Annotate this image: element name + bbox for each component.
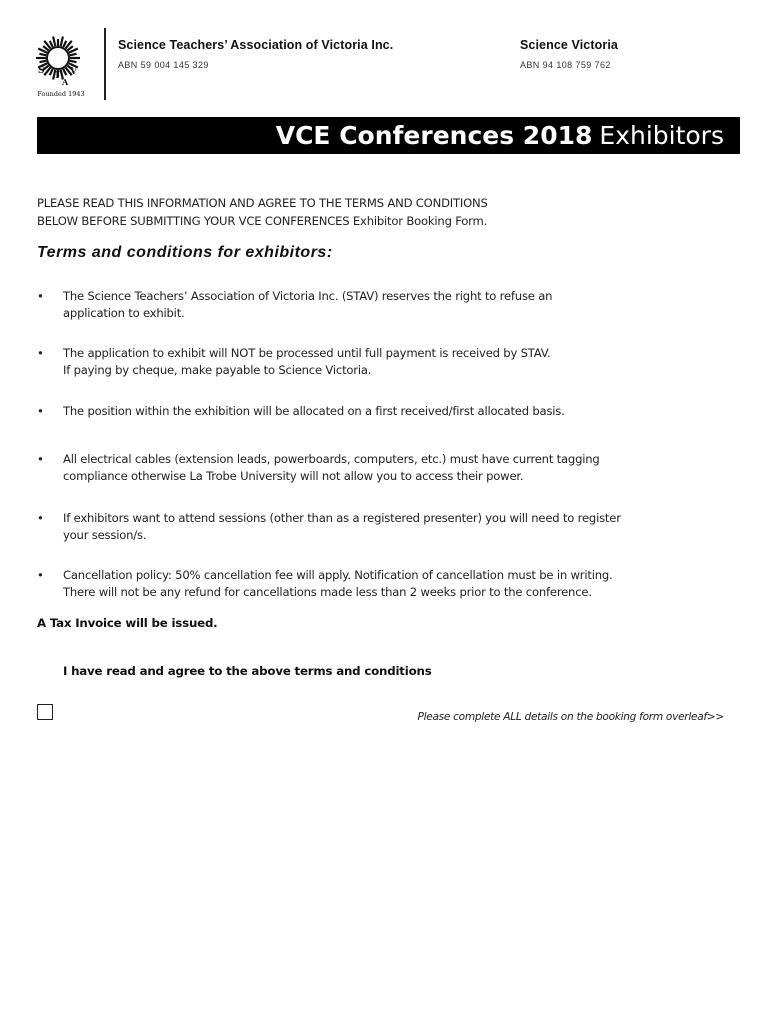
terms-line: The application to exhibit will NOT be processed until full payment is received by STAV. [63, 346, 551, 360]
bullet-marker: • [37, 452, 44, 466]
terms-line: All electrical cables (extension leads, powerboards, computers, etc.) must have current tagging [63, 452, 600, 466]
sun-ray [39, 54, 46, 56]
tax-invoice-note: A Tax Invoice will be issued. [37, 616, 218, 630]
terms-line: Cancellation policy: 50% cancellation fee will apply. Notification of cancellation must be in writing. [63, 568, 613, 582]
title-banner [37, 117, 740, 154]
sun-ray [63, 69, 66, 75]
sun-ray [70, 61, 77, 63]
terms-line: There will not be any refund for cancellations made less than 2 weeks prior to the conference. [63, 585, 592, 599]
bullet-marker: • [37, 568, 44, 582]
agree-label: I have read and agree to the above terms and conditions [63, 664, 432, 678]
sun-ray [61, 37, 63, 47]
header-divider [104, 28, 106, 100]
terms-heading: Terms and conditions for exhibitors: [37, 244, 333, 261]
terms-line: If paying by cheque, make payable to Science Victoria. [63, 363, 372, 377]
logo-founded-text: Founded 1943 [37, 90, 85, 98]
org2-abn: ABN 94 108 759 762 [520, 60, 611, 70]
intro-line: PLEASE READ THIS INFORMATION AND AGREE TO THE TERMS AND CONDITIONS [37, 196, 488, 210]
svg-text:V: V [70, 67, 77, 77]
terms-line: The Science Teachers’ Association of Victoria Inc. (STAV) reserves the right to refuse an [63, 289, 553, 303]
terms-line: compliance otherwise La Trobe University will not allow you to access their power. [63, 469, 524, 483]
sun-ray [63, 41, 66, 47]
banner-title-regular: Exhibitors [599, 121, 724, 150]
bullet-marker: • [37, 289, 44, 303]
overleaf-note: Please complete ALL details on the booking form overleaf>> [417, 711, 724, 723]
terms-line: application to exhibit. [63, 306, 185, 320]
sun-ray [70, 54, 77, 56]
svg-text:S: S [38, 66, 45, 76]
bullet-marker: • [37, 346, 44, 360]
org2-name: Science Victoria [520, 38, 618, 52]
svg-text:A: A [62, 77, 69, 87]
agree-checkbox[interactable] [37, 704, 53, 720]
sun-ray [53, 37, 55, 47]
bullet-marker: • [37, 404, 44, 418]
banner-title-bold: VCE Conferences 2018 [275, 121, 593, 150]
intro-line: BELOW BEFORE SUBMITTING YOUR VCE CONFERENCES Exhibitor Booking Form. [37, 214, 488, 228]
org1-name: Science Teachers’ Association of Victoria Inc. [118, 38, 394, 52]
stav-logo [28, 30, 100, 100]
sun-ray [50, 41, 53, 47]
terms-line: The position within the exhibition will be allocated on a first received/first allocated basis. [63, 404, 565, 418]
intro-text [37, 194, 488, 230]
terms-line: your session/s. [63, 528, 147, 542]
bullet-marker: • [37, 511, 44, 525]
terms-line: If exhibitors want to attend sessions (other than as a registered presenter) you will need to register [63, 511, 621, 525]
sun-ray [39, 61, 46, 63]
svg-text:T: T [54, 71, 61, 81]
org1-abn: ABN 59 004 145 329 [118, 60, 209, 70]
sun-ray [50, 69, 53, 75]
